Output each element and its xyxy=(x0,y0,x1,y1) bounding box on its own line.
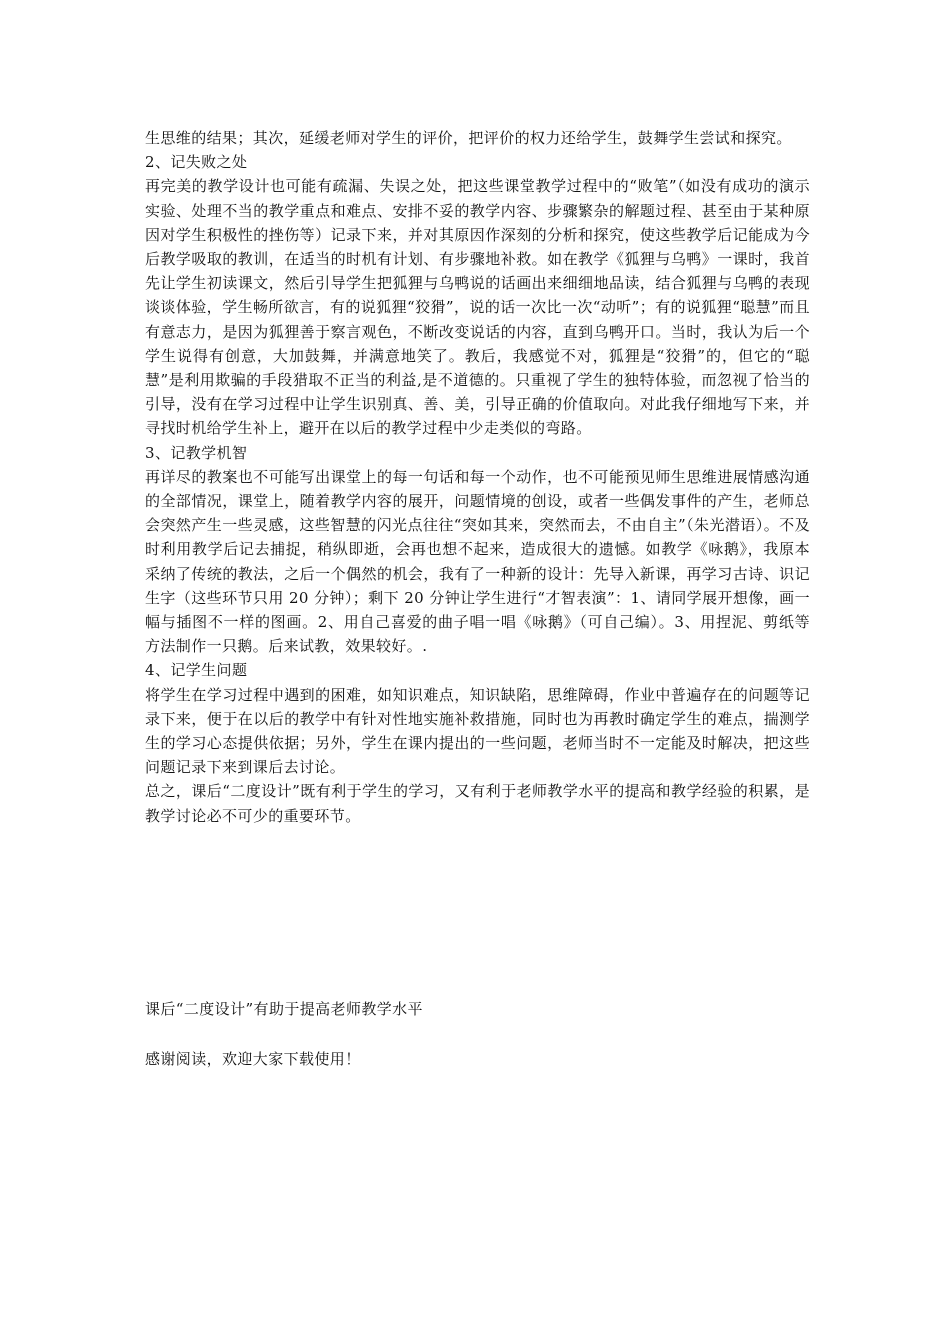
section-heading-failures: 2、记失败之处 xyxy=(145,153,248,172)
paragraph-failures: 再完美的教学设计也可能有疏漏、失误之处，把这些课堂教学过程中的“败笔”（如没有成功的演示实验、处理不当的教学重点和难点、安排不妥的教学内容、步骤繁杂的解题过程、甚至由于某种原因对学生积极性的挫伤等）记录下来，并对其原因作深刻的分析和探究，使这些教学后记能成为今后教学吸取的教训，在适当的时机有计划、有步骤地补救。如在教学《狐狸与乌鸭》一课时，我首先让学生初读课文，然后引导学生把狐狸与乌鸭说的话画出来细细地品读，结合狐狸与乌鸭的表现谈谈体验，学生畅所欲言，有的说狐狸“狡猾”，说的话一次比一次“动听”；有的说狐狸“聪慧”而且有意志力，是因为狐狸善于察言观色，不断改变说话的内容，直到乌鸭开口。当时，我认为后一个学生说得有创意，大加鼓舞，并满意地笑了。教后，我感觉不对，狐狸是“狡猾”的，但它的“聪慧”是利用欺骗的手段猎取不正当的利益,是不道德的。只重视了学生的独特体验，而忽视了恰当的引导，没有在学习过程中让学生识别真、善、美，引导正确的价值取向。对此我仔细地写下来，并寻找时机给学生补上，避开在以后的教学过程中少走类似的弯路。 xyxy=(145,177,810,438)
document-body xyxy=(145,126,810,828)
document-footer-thanks: 感谢阅读，欢迎大家下载使用！ xyxy=(145,1050,361,1068)
document-footer-title: 课后“二度设计”有助于提高老师教学水平 xyxy=(145,1000,423,1018)
paragraph-intro-continuation: 生思维的结果；其次，延缓老师对学生的评价，把评价的权力还给学生，鼓舞学生尝试和探究。 xyxy=(145,129,792,147)
section-heading-student-problems: 4、记学生问题 xyxy=(145,661,248,680)
paragraph-student-problems: 将学生在学习过程中遇到的困难，如知识难点，知识缺陷，思维障碍，作业中普遍存在的问题等记录下来，便于在以后的教学中有针对性地实施补救措施，同时也为再教时确定学生的难点，揣测学生的学习心态提供依据；另外，学生在课内提出的一些问题，老师当时不一定能及时解决，把这些问题记录下来到课后去讨论。 xyxy=(145,685,810,777)
section-heading-teaching-wit: 3、记教学机智 xyxy=(145,443,248,462)
paragraph-teaching-wit: 再详尽的教案也不可能写出课堂上的每一句话和每一个动作，也不可能预见师生思维进展情感沟通的全部情况，课堂上，随着教学内容的展开，问题情境的创设，或者一些偶发事件的产生，老师总会突然产生一些灵感，这些智慧的闪光点往往“突如其来，突然而去，不由自主”（朱光潜语）。不及时利用教学后记去捕捉，稍纵即逝，会再也想不起来，造成很大的遗憾。如教学《咏鹅》，我原本采纳了传统的教法，之后一个偶然的机会，我有了一种新的设计：先导入新课，再学习古诗、识记生字（这些环节只用 20 分钟）；剩下 20 分钟让学生进行“才智表演”：1、请同学展开想像，画一幅与插图不一样的图画。2、用自己喜爱的曲子唱一唱《咏鹅》（可自己编）。3、用捏泥、剪纸等方法制作一只鹅。后来试教，效果较好。. xyxy=(145,467,810,656)
paragraph-conclusion: 总之，课后“二度设计”既有利于学生的学习，又有利于老师教学水平的提高和教学经验的积累，是教学讨论必不可少的重要环节。 xyxy=(145,782,810,825)
